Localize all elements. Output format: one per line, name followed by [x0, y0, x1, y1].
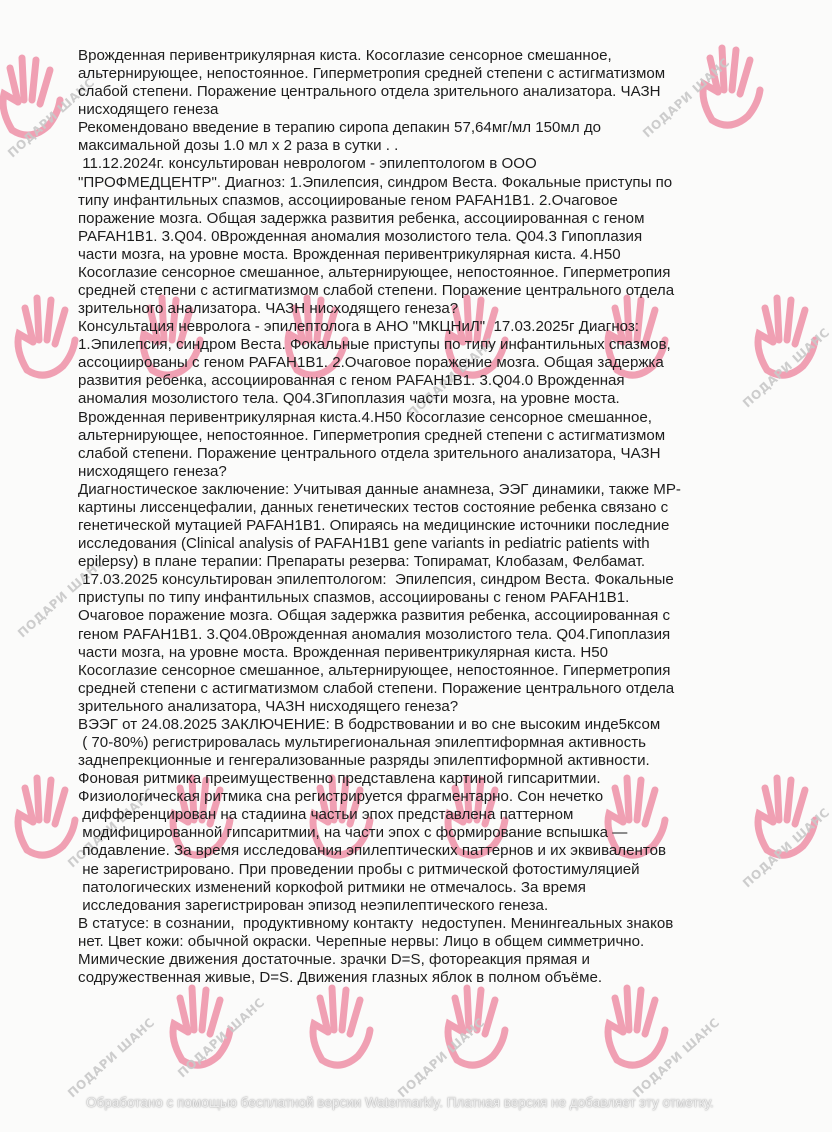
text-line: картины лиссенцефалии, данных генетических тестов состояние ребенка связано с — [78, 498, 669, 516]
watermark-logo-text: ПОДАРИ ШАНС — [395, 1015, 488, 1101]
watermark-hand-icon — [435, 980, 515, 1074]
text-line: типу инфантильных спазмов, ассоциированые геном PAFAH1B1. 2.Очаговое — [78, 191, 618, 209]
text-line: содружественная живые, D=S. Движения глазных яблок в полном объёме. — [78, 968, 603, 986]
text-line: части мозга, на уровне моста. Врожденная перивентрикулярная киста. 4.H50 — [78, 245, 621, 263]
watermark-logo-text: ПОДАРИ ШАНС — [630, 1015, 723, 1101]
text-line: дифференцирован на стадиина частьи эпох представлена паттерном — [78, 806, 574, 824]
text-line: Рекомендовано введение в терапию сиропа депакин 57,64мг/мл 150мл до — [78, 119, 602, 137]
text-line: Консультация невролога - эпилептолога в АНО "МКЦНиЛ" 17.03.2025г Диагноз: — [78, 318, 639, 336]
text-line: Врожденная перивентрикулярная киста. Косоглазие сенсорное смешанное, — [78, 47, 612, 64]
text-line: 11.12.2024г. консультирован неврологом - эпилептологом в ООО — [78, 155, 537, 173]
watermark-logo-text: ПОДАРИ ШАНС — [175, 995, 268, 1081]
text-line: слабой степени. Поражение центрального отдела зрительного анализатора, ЧАЗН — [78, 444, 661, 462]
watermark-logo-text: ПОДАРИ ШАНС — [5, 75, 98, 161]
text-line: 17.03.2025 консультирован эпилептологом: Эпилепсия, синдром Веста. Фокальные — [78, 571, 674, 589]
text-line: нисходящего генеза? — [78, 462, 227, 480]
text-line: Косоглазие сенсорное смешанное, альтернирующее, непостоянное. Гиперметропия — [78, 661, 671, 679]
watermark-hand-icon — [595, 980, 675, 1074]
text-line: геном PAFAH1B1. 3.Q04.0Врожденная аномалия мозолистого тела. Q04.Гипоплазия — [78, 625, 671, 643]
text-line: подавление. За время исследования эпилептических паттернов и их эквивалентов — [78, 842, 666, 860]
watermark-logo-text: ПОДАРИ ШАНС — [740, 325, 832, 411]
text-line: альтернирующее, непостоянное. Гиперметропия средней степени с астигматизмом — [78, 65, 666, 83]
watermark-logo-text: ПОДАРИ ШАНС — [740, 805, 832, 891]
text-line: Физиологическая ритмика сна регистрируется фрагментарно. Сон нечетко — [78, 788, 604, 806]
document-body — [78, 47, 728, 987]
watermark-hand-icon — [5, 290, 85, 384]
text-line: Очаговое поражение мозга. Общая задержка развития ребенка, ассоциированная с — [78, 607, 670, 625]
text-line: В статусе: в сознании, продуктивному контакту недоступен. Менингеальных знаков — [78, 914, 674, 932]
text-line: нет. Цвет кожи: обычной окраски. Черепные нервы: Лицо в общем симметрично. — [78, 932, 645, 950]
text-line: приступы по типу инфантильных спазмов, ассоциированы с геном PAFAH1B1. — [78, 589, 630, 607]
text-line: альтернирующее, непостоянное. Гиперметропия средней степени с астигматизмом — [78, 426, 666, 444]
text-line: Косоглазие сенсорное смешанное, альтернирующее, непостоянное. Гиперметропия — [78, 263, 671, 281]
text-line: генетической мутацией PAFAH1B1. Опираясь на медицинские источники последние — [78, 517, 670, 535]
watermark-footer-notice: Обработано с помощью бесплатной версии Watermarkly. Платная версия не добавляет эту отметку. — [86, 1095, 714, 1110]
watermark-logo-text: ПОДАРИ ШАНС — [65, 1015, 158, 1101]
watermark-logo-text: ПОДАРИ ШАНС — [65, 785, 158, 871]
text-line: заднепрекционные и генгерализованные разряды эпилептиформной активности. — [78, 752, 650, 770]
text-line: PAFAH1B1. 3.Q04. 0Врожденная аномалия мозолистого тела. Q04.3 Гипоплазия — [78, 227, 643, 245]
watermark-hand-icon — [5, 770, 85, 864]
text-line: максимальной дозы 1.0 мл х 2 раза в сутки . . — [78, 137, 399, 155]
text-line: поражение мозга. Общая задержка развития ребенка, ассоциированная с геном — [78, 209, 645, 227]
watermark-logo-text: ПОДАРИ ШАНС — [640, 55, 733, 141]
text-line: Диагностическое заключение: Учитывая данные анамнеза, ЭЭГ динамики, также МР- — [78, 480, 681, 498]
watermark-hand-icon — [0, 50, 70, 144]
text-line: ( 70-80%) регистрировалась мультирегиональная эпилептиформная активность — [78, 733, 647, 751]
text-line: исследования (Clinical analysis of PAFAH1B1 gene variants in pediatric patients with — [78, 535, 650, 553]
text-line: 1.Эпилепсия, синдром Веста. Фокальные приступы по типу инфантильных спазмов, — [78, 336, 671, 354]
text-line: не зарегистрировано. При проведении пробы с ритмической фотостимуляцией — [78, 860, 640, 878]
watermark-hand-icon — [745, 290, 825, 384]
watermark-hand-icon — [745, 770, 825, 864]
text-line: ассоциированы с геном PAFAH1B1. 2.Очаговое поражение мозга. Общая задержка — [78, 354, 664, 372]
text-line: средней степени с астигматизмом слабой степени. Поражение центрального отдела — [78, 679, 675, 697]
text-line: зрительного анализатора. ЧАЗН нисходящего генеза? — [78, 300, 459, 318]
text-line: патологических изменений коркофой ритмики не отмечалось. За время — [78, 878, 586, 896]
text-line: средней степени с астигматизмом слабой степени. Поражение центрального отдела — [78, 282, 675, 300]
text-line: нисходящего генеза — [78, 101, 219, 119]
watermark-logo-text: ПОДАРИ ШАНС — [405, 335, 498, 421]
text-line: исследования зарегистрирован эпизод неэпилептического генеза. — [78, 896, 549, 914]
text-line: зрительного анализатора, ЧАЗН нисходящего генеза? — [78, 697, 459, 715]
text-line: слабой степени. Поражение центрального отдела зрительного анализатора. ЧАЗН — [78, 83, 661, 101]
text-line: развития ребенка, ассоциированная с геном PAFAH1B1. 3.Q04.0 Врожденная — [78, 372, 625, 390]
text-line: аномалия мозолистого тела. Q04.3Гипоплазия части мозга, на уровне моста. — [78, 390, 620, 408]
text-line: модифицированной гипсаритмии, на части эпох с формирование вспышка — — [78, 824, 628, 842]
text-line: Фоновая ритмика преимущественно представлена картиной гипсаритмии. — [78, 770, 601, 788]
watermark-logo-text: ПОДАРИ ШАНС — [15, 555, 108, 641]
watermark-hand-icon — [160, 980, 240, 1074]
watermark-hand-icon — [300, 980, 380, 1074]
text-line: epilepsy) в плане терапии: Препараты резерва: Топирамат, Клобазам, Фелбамат. — [78, 553, 646, 571]
text-line: ВЭЭГ от 24.08.2025 ЗАКЛЮЧЕНИЕ: В бодрствовании и во сне высоким инде5ксом — [78, 715, 661, 733]
text-line: части мозга, на уровне моста. Врожденная перивентрикулярная киста. H50 — [78, 643, 609, 661]
text-line: "ПРОФМЕДЦЕНТР". Диагноз: 1.Эпилепсия, синдром Веста. Фокальные приступы по — [78, 173, 673, 191]
text-line: Мимические движения достаточные. зрачки D=S, фотореакция прямая и — [78, 950, 590, 968]
text-line: Врожденная перивентрикулярная киста.4.H50 Косоглазие сенсорное смешанное, — [78, 408, 652, 426]
